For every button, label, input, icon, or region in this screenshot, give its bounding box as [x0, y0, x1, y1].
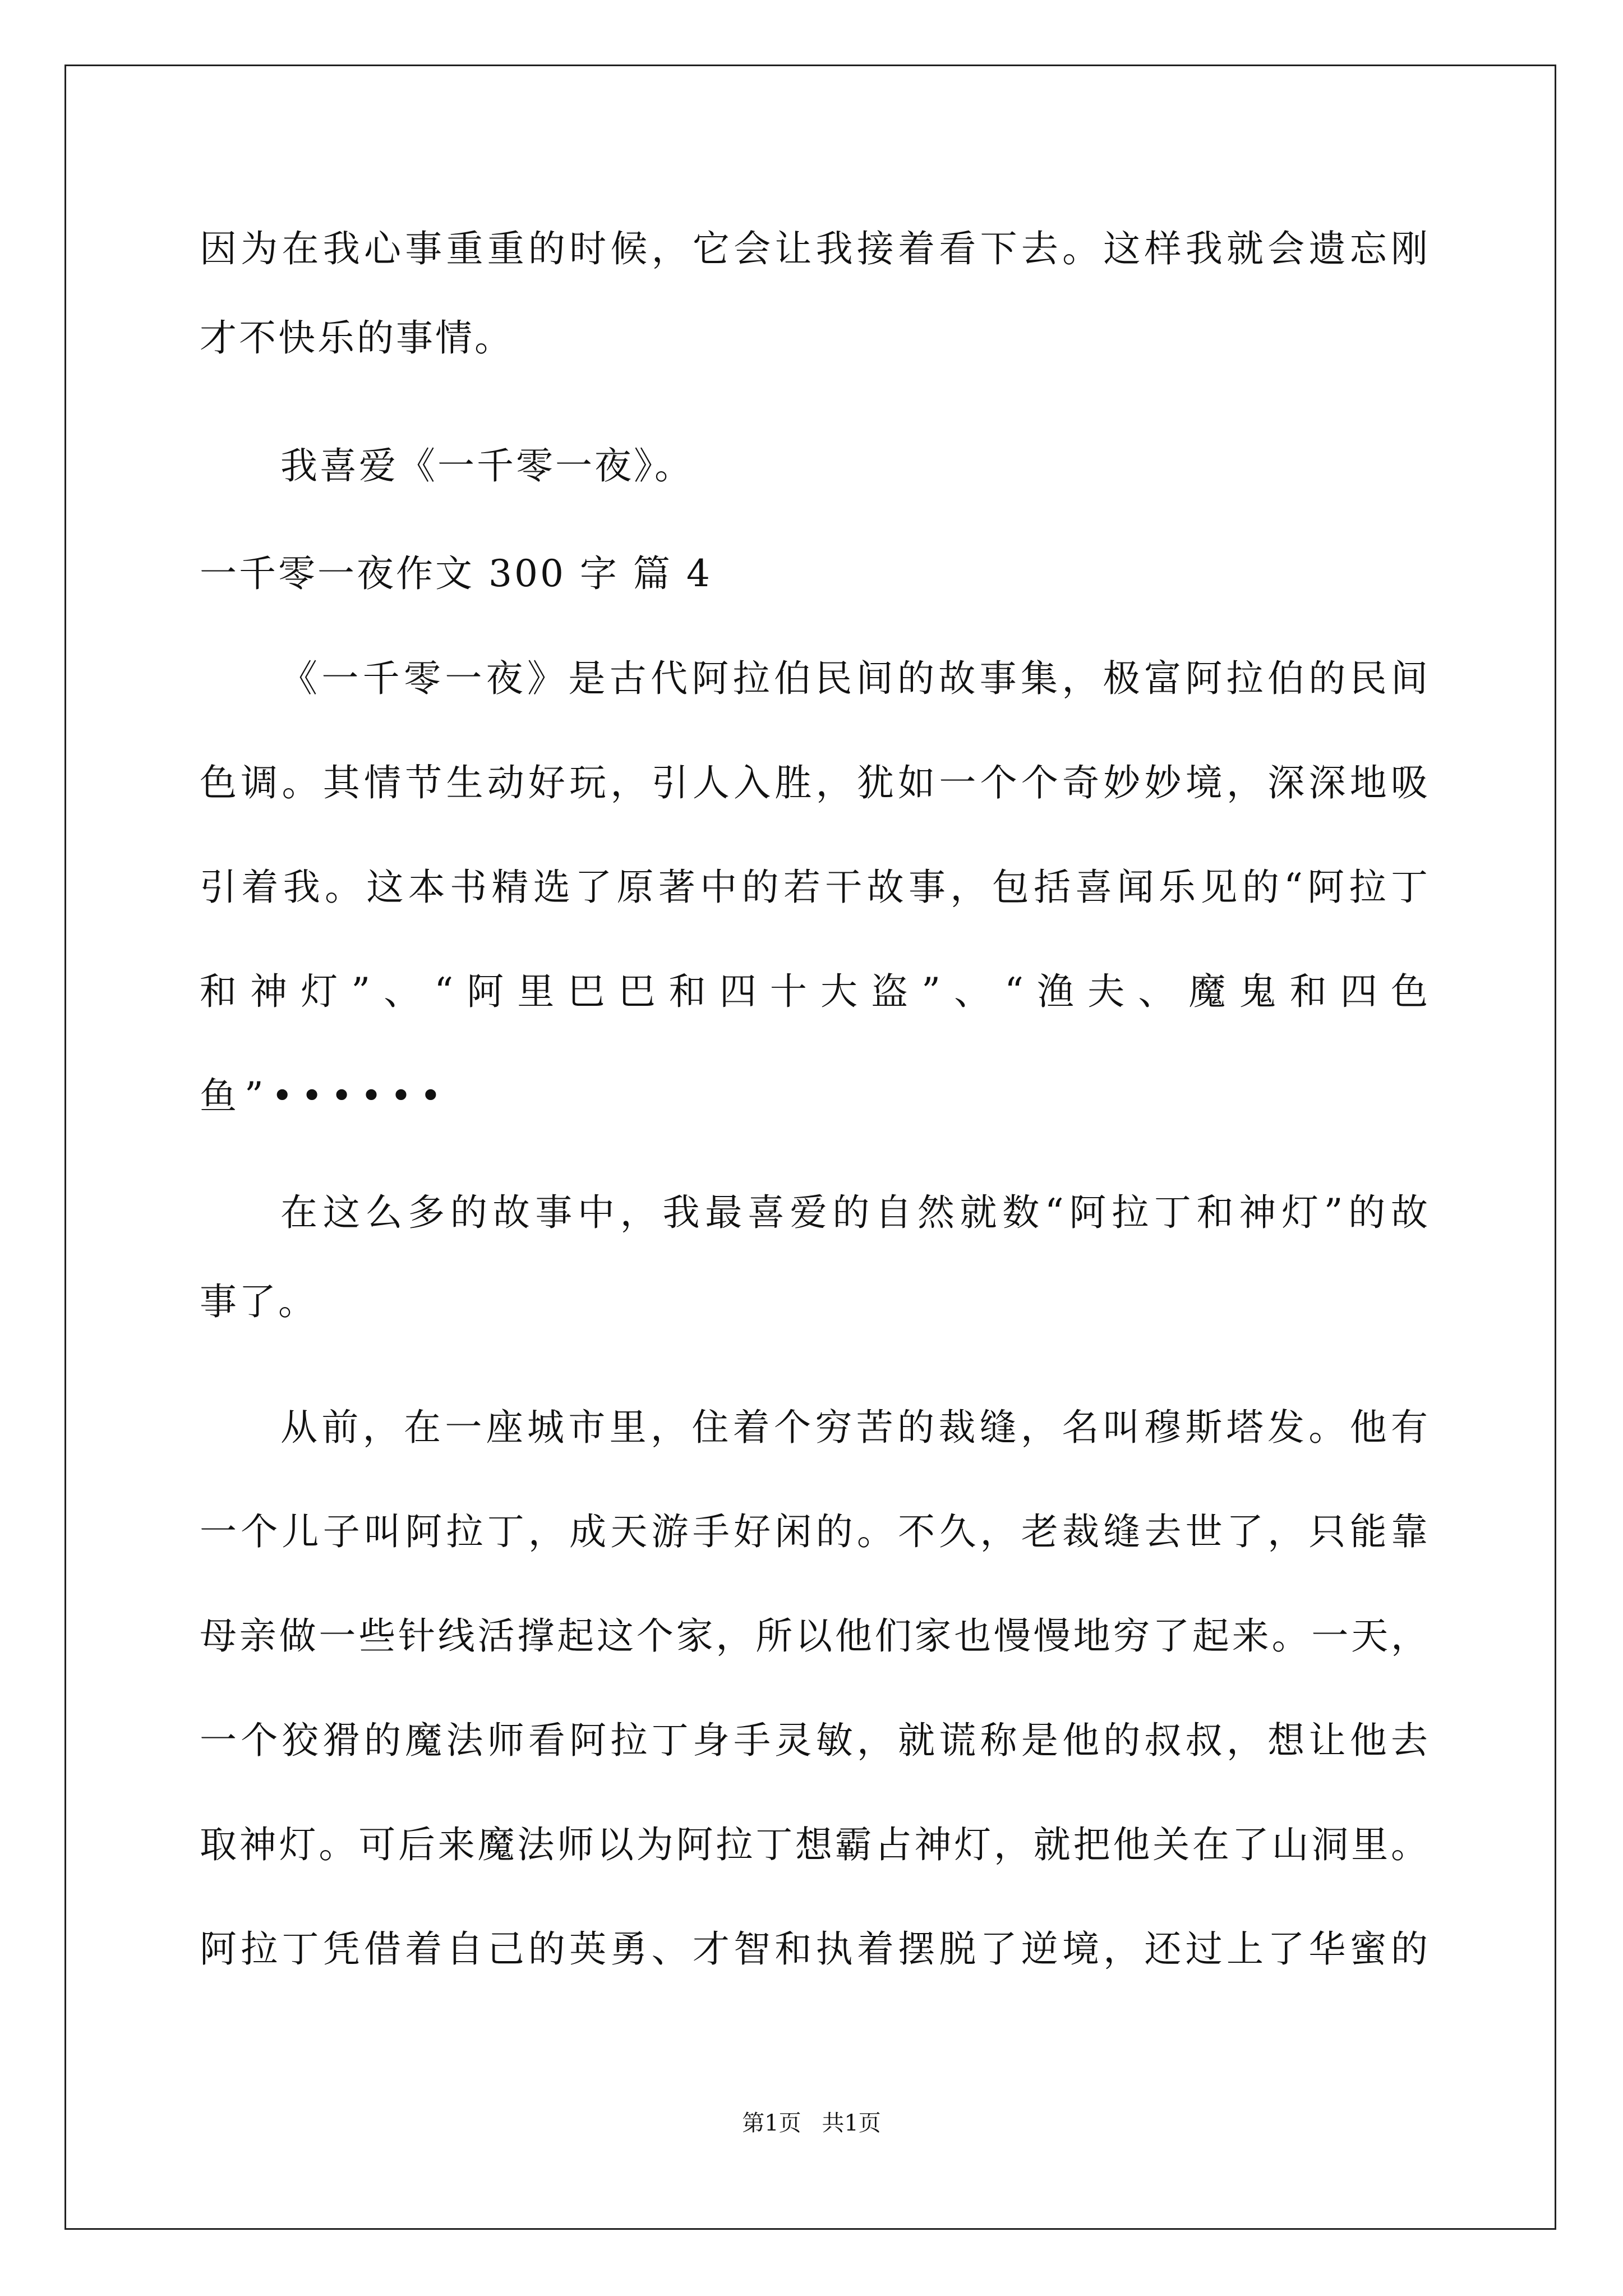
- paragraph-line: 才不快乐的事情。: [200, 316, 514, 360]
- paragraph-line: 一个儿子叫阿拉丁，成天游手好闲的。不久，老裁缝去世了，只能靠: [200, 1510, 1428, 1553]
- paragraph-line: 一个狡猾的魔法师看阿拉丁身手灵敏，就谎称是他的叔叔，想让他去: [200, 1719, 1428, 1762]
- page-total: 共1页: [822, 2110, 881, 2136]
- paragraph-line: 事了。: [200, 1280, 317, 1323]
- paragraph-line: 在这么多的故事中，我最喜爱的自然就数“阿拉丁和神灯”的故: [280, 1191, 1428, 1234]
- paragraph-line: 因为在我心事重重的时候，它会让我接着看下去。这样我就会遗忘刚: [200, 227, 1428, 270]
- page-border: [64, 65, 1556, 2230]
- paragraph-line: 引着我。这本书精选了原著中的若干故事，包括喜闻乐见的“阿拉丁: [200, 866, 1428, 909]
- section-heading: 一千零一夜作文 300 字 篇 4: [200, 552, 712, 595]
- paragraph-line: 《一千零一夜》是古代阿拉伯民间的故事集，极富阿拉伯的民间: [280, 657, 1428, 700]
- page-number: 第1页: [742, 2110, 801, 2136]
- paragraph-line: 我喜爱《一千零一夜》。: [280, 444, 694, 487]
- paragraph-line: 从前，在一座城市里，住着个穷苦的裁缝，名叫穆斯塔发。他有: [280, 1406, 1428, 1449]
- paragraph-line: 母亲做一些针线活撑起这个家，所以他们家也慢慢地穷了起来。一天，: [200, 1614, 1428, 1658]
- page-footer: [0, 2109, 1623, 2137]
- paragraph-line: 和神灯”、“阿里巴巴和四十大盗”、“渔夫、魔鬼和四色: [200, 970, 1428, 1013]
- paragraph-line: 鱼”••••••: [200, 1074, 450, 1117]
- paragraph-line: 色调。其情节生动好玩，引人入胜，犹如一个个奇妙妙境，深深地吸: [200, 761, 1428, 804]
- paragraph-line: 阿拉丁凭借着自己的英勇、才智和执着摆脱了逆境，还过上了华蜜的: [200, 1927, 1428, 1971]
- paragraph-line: 取神灯。可后来魔法师以为阿拉丁想霸占神灯，就把他关在了山洞里。: [200, 1823, 1428, 1866]
